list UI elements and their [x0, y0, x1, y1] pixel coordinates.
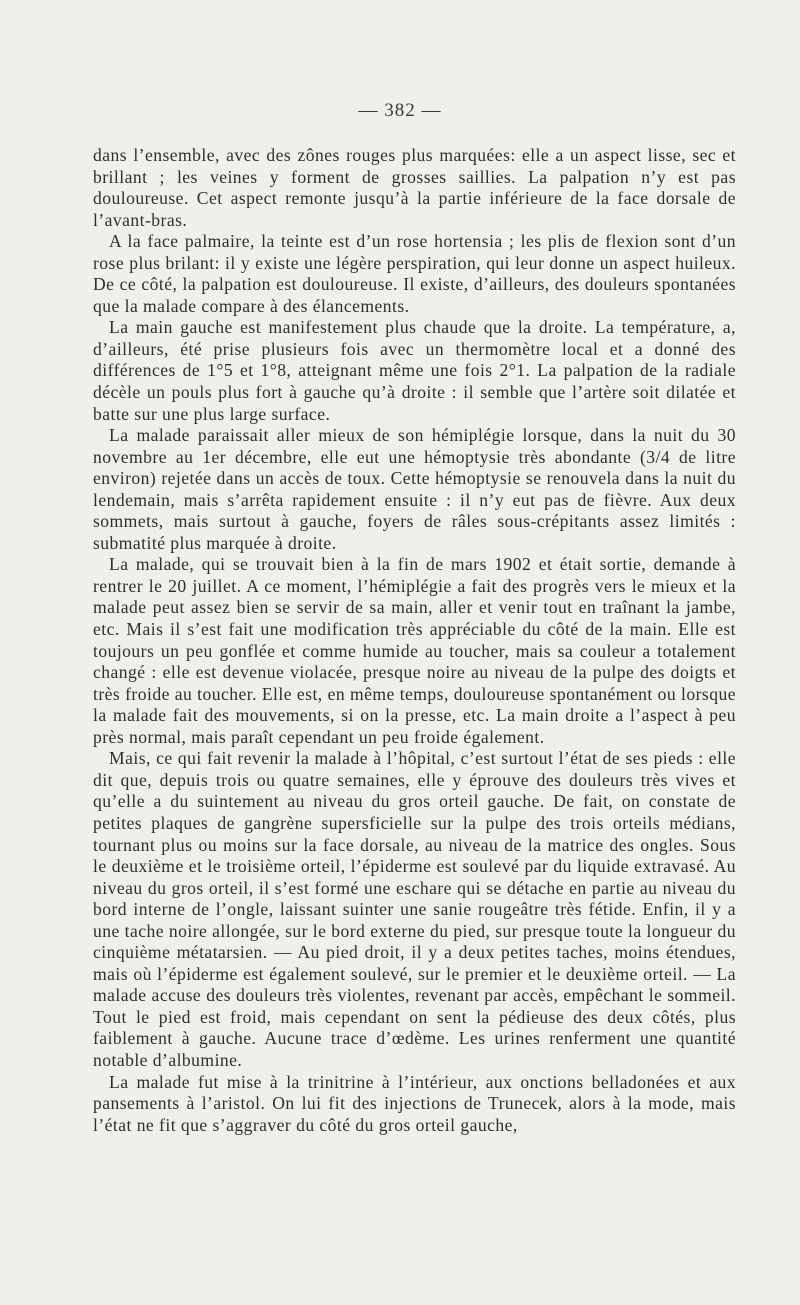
page-number: — 382 — [358, 100, 442, 121]
paragraph-4: La malade paraissait aller mieux de son hémiplégie lorsque, dans la nuit du 30 novembre au 1er décembre, elle eut une hémoptysie très abondante (3/4 de litre environ) rejetée dans un accès de toux. Cette hémoptysie se renouvela dans la nuit du lendemain, mais s’arrêta rapidement ensuite : il n’y eut pas de fièvre. Aux deux sommets, mais surtout à gauche, foyers de râles sous-crépitants assez limités : submatité plus marquée à droite. [93, 425, 736, 553]
paragraph-2: A la face palmaire, la teinte est d’un rose hortensia ; les plis de flexion sont d’un rose plus brilant: il y existe une légère perspiration, qui leur donne un aspect huileux. De ce côté, la palpation est douloureuse. Il existe, d’ailleurs, des douleurs spontanées que la malade compare à des élancements. [93, 231, 736, 316]
paragraph-7: La malade fut mise à la trinitrine à l’intérieur, aux onctions belladonées et aux pansements à l’aristol. On lui fit des injections de Trunecek, alors à la mode, mais l’état ne fit que s’aggraver du côté du gros orteil gauche, [93, 1071, 736, 1135]
paragraph-1: dans l’ensemble, avec des zônes rouges plus marquées: elle a un aspect lisse, sec et brillant ; les veines y forment de grosses saillies. La palpation n’y est pas douloureuse. Cet aspect remonte jusqu’à la partie inférieure de la face dorsale de l’avant-bras. [93, 145, 736, 230]
paragraph-3: La main gauche est manifestement plus chaude que la droite. La température, a, d’ailleurs, été prise plusieurs fois avec un thermomètre local et a donné des différences de 1°5 et 1°8, atteignant même une fois 2°1. La palpation de la radiale décèle un pouls plus fort à gauche qu’à droite : il semble que l’artère soit dilatée et batte sur une plus large surface. [93, 317, 736, 424]
paragraph-5: La malade, qui se trouvait bien à la fin de mars 1902 et était sortie, demande à rentrer le 20 juillet. A ce moment, l’hémiplégie a fait des progrès vers le mieux et la malade peut assez bien se servir de sa main, aller et venir tout en traînant la jambe, etc. Mais il s’est fait une modification très appréciable du côté de la main. Elle est toujours un peu gonflée et comme humide au toucher, mais sa couleur a totalement changé : elle est devenue violacée, presque noire au niveau de la pulpe des doigts et très froide au toucher. Elle est, en même temps, douloureuse spontanément ou lorsque la malade fait des mouvements, si on la presse, etc. La main droite a l’aspect à peu près normal, mais paraît cependant un peu froide également. [93, 554, 736, 747]
body-text [93, 145, 736, 1136]
paragraph-6: Mais, ce qui fait revenir la malade à l’hôpital, c’est surtout l’état de ses pieds : elle dit que, depuis trois ou quatre semaines, elle y éprouve des douleurs très vives et qu’elle a du suintement au niveau du gros orteil gauche. De fait, on constate de petites plaques de gangrène supersficielle sur la pulpe des trois orteils médians, tournant plus ou moins sur la face dorsale, au niveau de la matrice des ongles. Sous le deuxième et le troisième orteil, l’épiderme est soulevé par du liquide extravasé. Au niveau du gros orteil, il s’est formé une eschare qui se détache en partie au niveau du bord interne de l’ongle, laissant suinter une sanie rougeâtre très fétide. Enfin, il y a une tache noire allongée, sur le bord externe du pied, sur presque toute la longueur du cinquième métatarsien. — Au pied droit, il y a deux petites taches, moins étendues, mais où l’épiderme est également soulevé, sur le premier et le deuxième orteil. — La malade accuse des douleurs très violentes, revenant par accès, empêchant le sommeil. Tout le pied est froid, mais cependant on sent la pédieuse des deux côtés, plus faiblement à gauche. Aucune trace d’œdème. Les urines renferment une quantité notable d’albumine. [93, 748, 736, 1070]
